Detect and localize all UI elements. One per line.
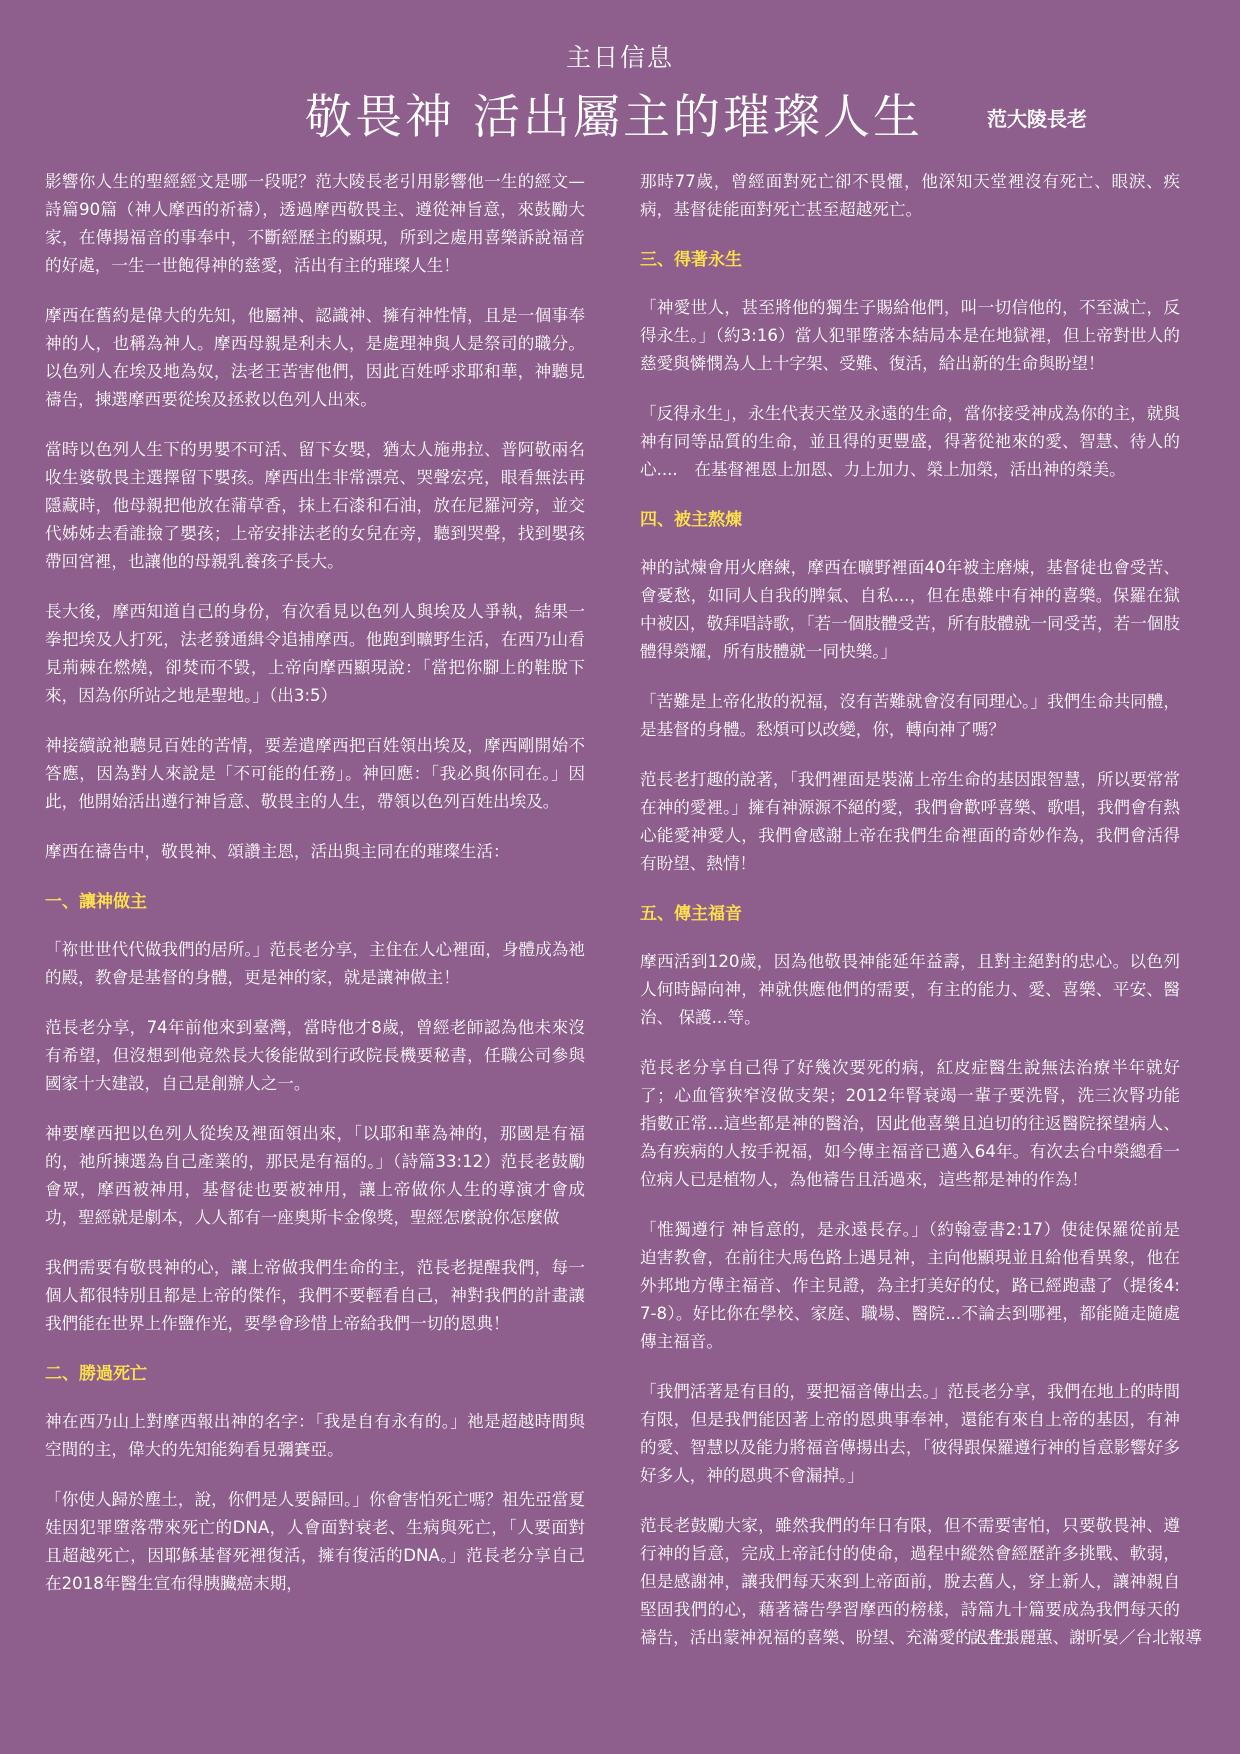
section-heading: 三、得著永生: [640, 250, 742, 270]
reporter-credit: 記者張麗蕙、謝昕晏／台北報導: [969, 1628, 1202, 1647]
body-paragraph: 范長老分享，74年前他來到臺灣，當時他才8歲，曾經老師認為他未來沒有希望，但沒想到他竟然長大後能做到行政院長機要秘書，任職公司參與國家十大建設，自己是創辦人之一。: [45, 1018, 585, 1093]
body-paragraph: 「惟獨遵行 神旨意的，是永遠長存。」（約翰壹書2:17）使徒保羅從前是迫害教會，在前往大馬色路上遇見神，主向他顯現並且給他看異象，他在外邦地方傳主福音、作主見證，為主打美好的仗，路已經跑盡了（提後4:7-8）。好比你在學校、家庭、職場、醫院...不論去到哪裡，都能隨走隨處傳主福音。: [640, 1220, 1180, 1351]
body-paragraph: 「祢世世代代做我們的居所。」范長老分享，主住在人心裡面，身體成為祂的殿，教會是基督的身體，更是神的家，就是讓神做主！: [45, 940, 585, 987]
body-paragraph: 「我們活著是有目的，要把福音傳出去。」范長老分享，我們在地上的時間有限，但是我們能因著上帝的恩典事奉神，還能有來自上帝的基因，有神的愛、智慧以及能力將福音傳揚出去，「彼得跟保羅遵行神的旨意影響好多好多人，神的恩典不會漏掉。」: [640, 1382, 1180, 1485]
body-paragraph: 「反得永生」，永生代表天堂及永遠的生命，當你接受神成為你的主，就與神有同等品質的生命，並且得的更豐盛，得著從祂來的愛、智慧、待人的心.... 在基督裡恩上加恩、力上加力、榮上加榮，活出神的榮美。: [640, 404, 1180, 479]
body-paragraph: 影響你人生的聖經經文是哪一段呢？范大陵長老引用影響他一生的經文—詩篇90篇（神人摩西的祈禱），透過摩西敬畏主、遵從神旨意，來鼓勵大家，在傳揚福音的事奉中，不斷經歷主的顯現，所到之處用喜樂訴說福音的好處，一生一世飽得神的慈愛，活出有主的璀璨人生！: [45, 172, 585, 275]
body-paragraph: 范長老打趣的說著，「我們裡面是裝滿上帝生命的基因跟智慧，所以要常常在神的愛裡。」擁有神源源不絕的愛，我們會歡呼喜樂、歌唱，我們會有熱心能愛神愛人，我們會感謝上帝在我們生命裡面的奇妙作為，我們會活得有盼望、熱情！: [640, 770, 1180, 873]
right-column: [640, 168, 1180, 1674]
body-paragraph: 我們需要有敬畏神的心，讓上帝做我們生命的主，范長老提醒我們，每一個人都很特別且都是上帝的傑作，我們不要輕看自己，神對我們的計畫讓我們能在世界上作鹽作光，要學會珍惜上帝給我們一切的恩典！: [45, 1258, 585, 1333]
body-paragraph: 神在西乃山上對摩西報出神的名字：「我是自有永有的。」祂是超越時間與空間的主，偉大的先知能夠看見彌賽亞。: [45, 1412, 585, 1459]
left-column: [45, 168, 585, 1620]
body-paragraph: 摩西活到120歲，因為他敬畏神能延年益壽，且對主絕對的忠心。以色列人何時歸向神，神就供應他們的需要，有主的能力、愛、喜樂、平安、醫治、 保護...等。: [640, 952, 1180, 1027]
section-heading: 四、被主熬煉: [640, 510, 742, 530]
speaker-byline: 范大陵長老: [987, 107, 1087, 131]
body-paragraph: 那時77歲，曾經面對死亡卻不畏懼，他深知天堂裡沒有死亡、眼淚、疾病，基督徒能面對死亡甚至超越死亡。: [640, 172, 1180, 219]
article-title: 敬畏神 活出屬主的璀璨人生: [305, 90, 923, 145]
body-paragraph: 范長老分享自己得了好幾次要死的病，紅皮症醫生說無法治療半年就好了；心血管狹窄沒做支架；2012年腎衰竭一輩子要洗腎，洗三次腎功能指數正常...這些都是神的醫治，因此他喜樂且迫切的往返醫院探望病人、為有疾病的人按手祝福，如今傳主福音已邁入64年。有次去台中榮總看一位病人已是植物人，為他禱告且活過來，這些都是神的作為！: [640, 1058, 1180, 1189]
section-heading: 二、勝過死亡: [45, 1364, 147, 1384]
body-paragraph: 「神愛世人，甚至將他的獨生子賜給他們，叫一切信他的，不至滅亡，反得永生。」（約3:16）當人犯罪墮落本結局本是在地獄裡，但上帝對世人的慈愛與憐憫為人上十字架、受難、復活，給出新的生命與盼望！: [640, 298, 1180, 373]
body-paragraph: 范長老鼓勵大家，雖然我們的年日有限，但不需要害怕，只要敬畏神、遵行神的旨意，完成上帝託付的使命，過程中縱然會經歷許多挑戰、軟弱，但是感謝神，讓我們每天來到上帝面前，脫去舊人，穿上新人，讓神親自堅固我們的心，藉著禱告學習摩西的榜樣，詩篇九十篇要成為我們每天的禱告，活出蒙神祝福的喜樂、盼望、充滿愛的人生！: [640, 1516, 1180, 1647]
body-paragraph: 長大後，摩西知道自己的身份，有次看見以色列人與埃及人爭執，結果一拳把埃及人打死，法老發通緝令追捕摩西。他跑到曠野生活，在西乃山看見荊棘在燃燒，卻焚而不毀，上帝向摩西顯現說：「當把你腳上的鞋脫下來，因為你所站之地是聖地。」（出3:5）: [45, 602, 585, 705]
section-kicker: 主日信息: [565, 43, 674, 72]
body-paragraph: 神的試煉會用火磨練，摩西在曠野裡面40年被主磨煉，基督徒也會受苦、會憂愁，如同人自我的脾氣、自私...，但在患難中有神的喜樂。保羅在獄中被囚，敬拜唱詩歌，「若一個肢體受苦，所有肢體就一同受苦，若一個肢體得榮耀，所有肢體就一同快樂。」: [640, 558, 1180, 661]
body-paragraph: 當時以色列人生下的男嬰不可活、留下女嬰，猶太人施弗拉、普阿敬兩名收生婆敬畏主選擇留下嬰孩。摩西出生非常漂亮、哭聲宏亮，眼看無法再隱藏時，他母親把他放在蒲草香，抹上石漆和石油，放在尼羅河旁，並交代姊姊去看誰撿了嬰孩；上帝安排法老的女兒在旁，聽到哭聲，找到嬰孩帶回宮裡，也讓他的母親乳養孩子長大。: [45, 440, 585, 571]
section-heading: 一、讓神做主: [45, 892, 147, 912]
body-paragraph: 神接續說祂聽見百姓的苦情，要差遣摩西把百姓領出埃及，摩西剛開始不答應，因為對人來說是「不可能的任務」。神回應：「我必與你同在。」因此，他開始活出遵行神旨意、敬畏主的人生，帶領以色列百姓出埃及。: [45, 736, 585, 811]
body-paragraph: 摩西在舊約是偉大的先知，他屬神、認識神、擁有神性情，且是一個事奉神的人，也稱為神人。摩西母親是利未人，是處理神與人是祭司的職分。以色列人在埃及地為奴，法老王苦害他們，因此百姓呼求耶和華，神聽見禱告，揀選摩西要從埃及拯救以色列人出來。: [45, 306, 585, 409]
body-paragraph: 摩西在禱告中，敬畏神、頌讚主恩，活出與主同在的璀璨生活：: [45, 842, 510, 861]
body-paragraph: 神要摩西把以色列人從埃及裡面領出來，「以耶和華為神的，那國是有福的，祂所揀選為自己產業的，那民是有福的。」（詩篇33:12）范長老鼓勵會眾，摩西被神用，基督徒也要被神用，讓上帝做你人生的導演才會成功，聖經就是劇本，人人都有一座奧斯卡金像獎，聖經怎麼說你怎麼做: [45, 1124, 585, 1227]
section-heading: 五、傳主福音: [640, 904, 742, 924]
body-paragraph: 「苦難是上帝化妝的祝福，沒有苦難就會沒有同理心。」我們生命共同體，是基督的身體。愁煩可以改變，你，轉向神了嗎？: [640, 692, 1180, 739]
body-paragraph: 「你使人歸於塵土，說，你們是人要歸回。」你會害怕死亡嗎？祖先亞當夏娃因犯罪墮落帶來死亡的DNA，人會面對衰老、生病與死亡，「人要面對且超越死亡，因耶穌基督死裡復活，擁有復活的DNA。」范長老分享自己在2018年醫生宣布得胰臟癌末期，: [45, 1490, 585, 1593]
